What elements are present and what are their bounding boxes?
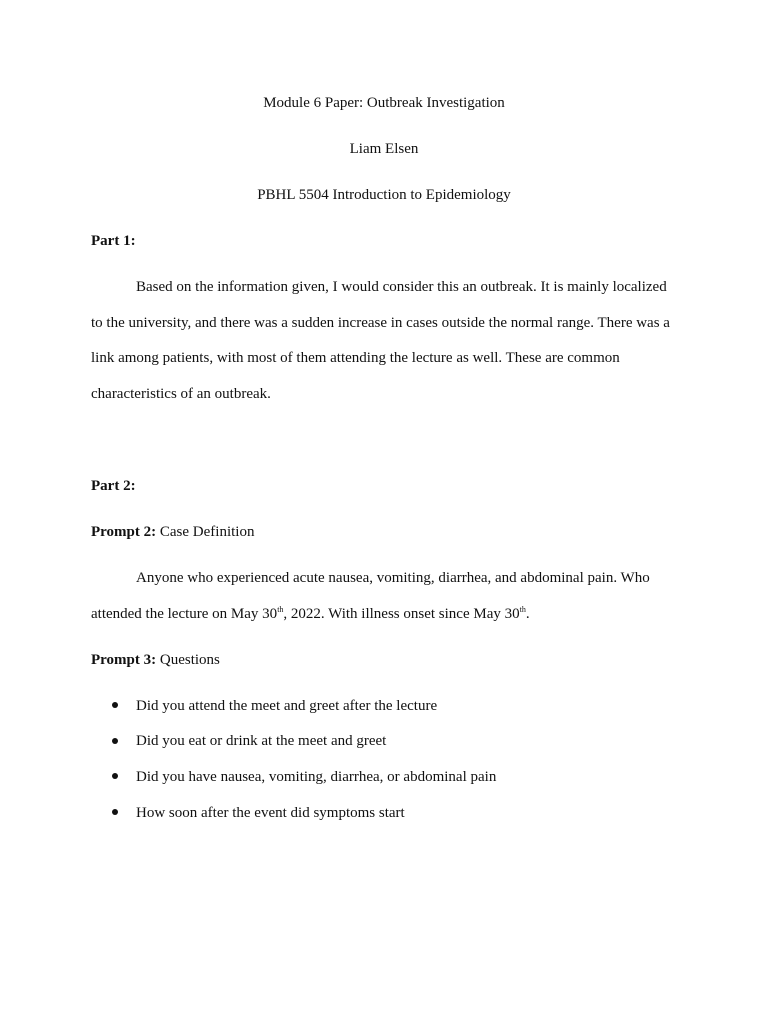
case-definition-line: Anyone who experienced acute nausea, vomiting, diarrhea, and abdominal pain. Who: [136, 570, 650, 586]
prompt3-heading: [91, 650, 220, 670]
part1-heading: Part 1:: [91, 233, 136, 249]
prompt2-title: Case Definition: [156, 524, 255, 540]
question-item: Did you have nausea, vomiting, diarrhea, or abdominal pain: [136, 769, 497, 785]
bullet-icon: [112, 738, 118, 744]
question-item: How soon after the event did symptoms start: [136, 805, 405, 821]
bullet-icon: [112, 702, 118, 708]
part1-paragraph-line: to the university, and there was a sudden increase in cases outside the normal range. There was a: [91, 315, 670, 331]
case-definition-text: , 2022. With illness onset since May 30: [283, 606, 520, 622]
bullet-icon: [112, 773, 118, 779]
author-name: Liam Elsen: [349, 141, 419, 157]
question-item: Did you eat or drink at the meet and greet: [136, 733, 387, 749]
part1-paragraph-line: Based on the information given, I would consider this an outbreak. It is mainly localized: [136, 279, 667, 295]
question-item: Did you attend the meet and greet after the lecture: [136, 698, 438, 714]
case-definition-line: [91, 604, 530, 624]
prompt3-title: Questions: [156, 652, 220, 668]
part1-paragraph-line: characteristics of an outbreak.: [91, 386, 271, 402]
part2-heading: Part 2:: [91, 478, 136, 494]
prompt3-label: Prompt 3:: [91, 652, 157, 668]
prompt2-label: Prompt 2:: [91, 524, 157, 540]
ordinal-suffix: th: [519, 605, 526, 614]
prompt2-heading: [91, 522, 254, 542]
bullet-icon: [112, 809, 118, 815]
case-definition-text: attended the lecture on May 30: [91, 606, 278, 622]
ordinal-suffix: th: [277, 605, 284, 614]
course-name: PBHL 5504 Introduction to Epidemiology: [257, 187, 511, 203]
part1-paragraph-line: link among patients, with most of them attending the lecture as well. These are common: [91, 350, 620, 366]
case-definition-text: .: [525, 606, 530, 622]
paper-title: Module 6 Paper: Outbreak Investigation: [263, 95, 505, 111]
